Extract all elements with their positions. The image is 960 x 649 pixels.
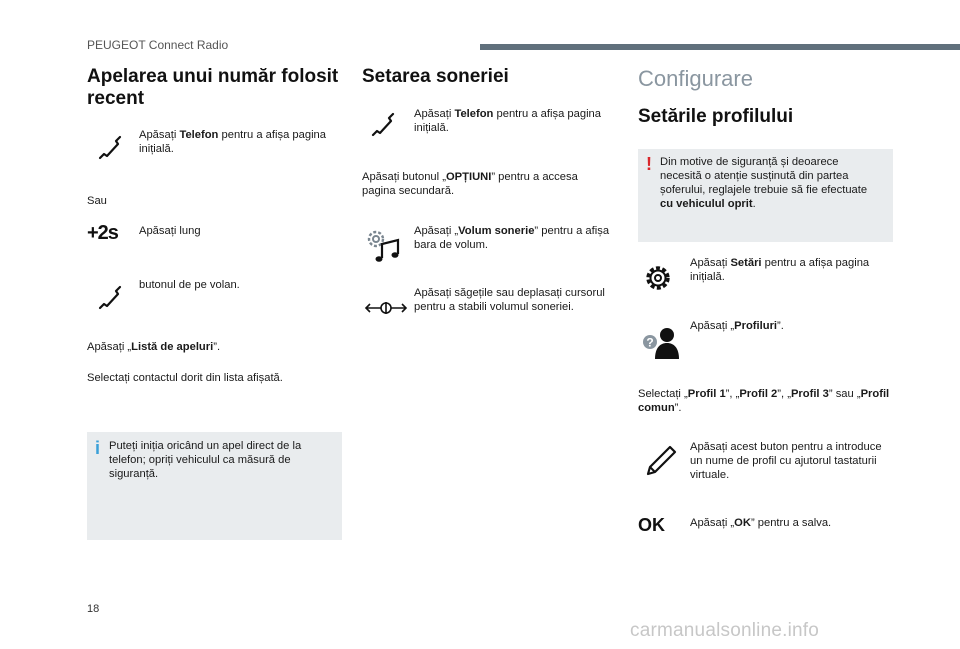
- step-select-profile: Selectați „Profil 1”, „Profil 2”, „Profil 3” sau „Profil comun”.: [638, 388, 890, 414]
- page-number: 18: [87, 603, 100, 615]
- info-note: i Puteți iniția oricând un apel direct de la telefon; opriți vehiculul ca măsură de siguranță.: [87, 432, 342, 540]
- step-select-contact: Selectați contactul dorit din lista afișată.: [87, 372, 283, 384]
- profile-icon: [638, 319, 686, 363]
- header-bar: [480, 44, 960, 50]
- slider-icon: [362, 286, 410, 326]
- gear-music-icon: [362, 224, 410, 268]
- pencil-icon: [638, 440, 686, 480]
- step-options: Apăsați butonul „OPȚIUNI” pentru a accesa pagina secundară.: [362, 171, 578, 197]
- plus-2s-badge: +2s: [87, 222, 118, 244]
- phone-icon: [87, 128, 135, 168]
- or-label: Sau: [87, 195, 107, 207]
- info-icon: i: [95, 438, 101, 458]
- phone-icon: [87, 278, 135, 318]
- section-title-configuration: Configurare: [638, 66, 753, 91]
- watermark: carmanualsonline.info: [630, 620, 820, 641]
- step-call-list: Apăsați „Listă de apeluri”.: [87, 341, 221, 353]
- phone-icon: [362, 107, 410, 147]
- section-title-recent-call: Apelarea unui număr folosit recent: [87, 66, 339, 109]
- column-recent-call: Apelarea unui număr folosit recent Apăsați Telefon pentru a afișa pagina inițială. Sau +2s Apăsați lung butonul de pe volan. Apăsați „Listă de apeluri”. Selectați contactul dorit din lista afișată. i Puteți iniția oricând un apel direct de la telefon; opriți vehiculul ca măsură de siguranță.: [87, 66, 342, 110]
- ok-icon: OK: [638, 515, 665, 535]
- gear-icon: [638, 256, 686, 296]
- question-mark-text: ?: [646, 335, 654, 350]
- column-ringtone: Setarea soneriei Apăsați Telefon pentru a afișa pagina inițială. Apăsați butonul „OPȚIUNI” pentru a accesa pagina secundară. Apăsați „Volum sonerie” pentru a afișa bara de volum. Apăsați săgețile sau deplasați cursorul pentru a stabili volumul soneriei.: [362, 66, 612, 88]
- header-label: PEUGEOT Connect Radio: [87, 38, 229, 52]
- warning-icon: !: [646, 154, 652, 174]
- column-configuration: Configurare Setările profilului ! Din motive de siguranță și deoarece necesită o atenție susținută din partea șoferului, reglajele trebuie să fie efectuate cu vehiculul oprit. Apăsați Setări pentru a afișa pagina inițială. ? Apăsați „Profiluri”. Selectați „Profil 1”, „Profil 2”, „Profil 3” sau „Profil comun”. Apăsați acest buton pentru a introduce un nume de profil cu ajutorul tastaturii virtuale. OK Apăsați „OK” pentru a salva.: [638, 66, 893, 92]
- section-title-ringtone: Setarea soneriei: [362, 66, 509, 87]
- warning-note: ! Din motive de siguranță și deoarece necesită o atenție susținută din partea șoferului, reglajele trebuie să fie efectuate cu vehiculul oprit.: [638, 149, 893, 242]
- subsection-title-profile: Setările profilului: [638, 106, 794, 127]
